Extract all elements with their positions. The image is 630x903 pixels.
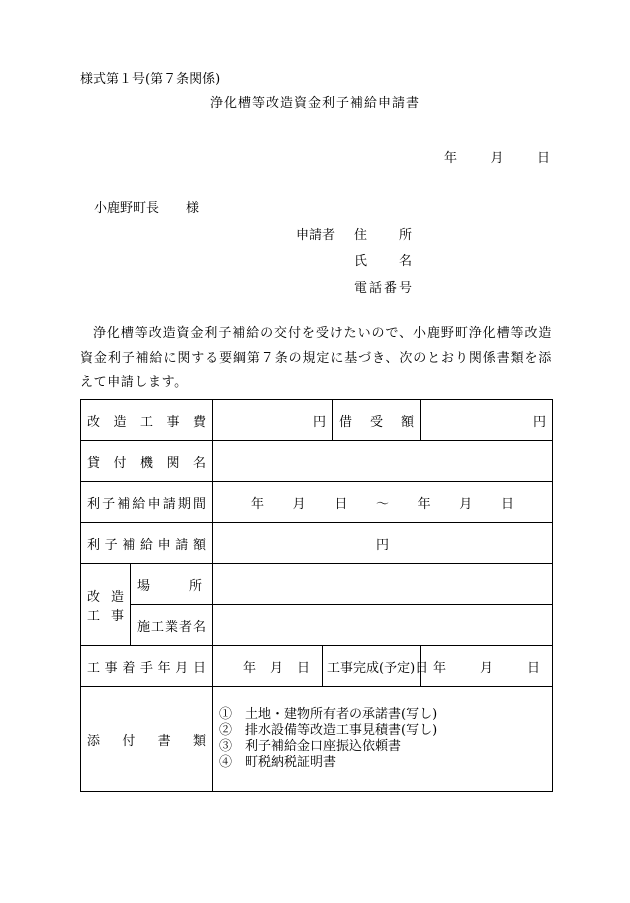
attachment-item: ② 排水設備等改造工事見積書(写し) <box>219 723 438 738</box>
row-dates <box>81 646 553 687</box>
lender-value[interactable] <box>213 441 553 482</box>
row-location <box>81 564 553 605</box>
addressee-name: 小鹿野町長 <box>94 201 160 216</box>
addressee-title: 様 <box>186 201 200 216</box>
application-statement: 浄化槽等改造資金利子補給の交付を受けたいので、小鹿野町浄化槽等改造資金利子補給に関する要綱第７条の規定に基づき、次のとおり関係書類を添えて申請します。 <box>80 326 552 390</box>
row-lender <box>81 441 553 482</box>
loan-amount-value[interactable]: 円 <box>421 400 553 441</box>
subsidy-period-value[interactable]: 年 月 日 ～ 年 月 日 <box>213 482 553 523</box>
address-label: 住 所 <box>354 228 412 243</box>
row-subsidy-period <box>81 482 553 523</box>
contractor-value[interactable] <box>213 605 553 646</box>
attachment-item: ① 土地・建物所有者の承諾書(写し) <box>219 707 438 722</box>
phone-label: 電 話 番 号 <box>354 281 412 296</box>
renovation-label: 改 造 工 事 <box>81 564 131 646</box>
row-attachments <box>81 687 553 792</box>
date-line <box>444 147 550 166</box>
attachments-label: 添 付 書 類 <box>81 687 213 792</box>
loan-amount-label: 借 受 額 <box>333 400 421 441</box>
date-month: 月 <box>490 151 504 166</box>
subsidy-amount-label: 利 子 補 給 申 請 額 <box>81 523 213 564</box>
lender-label: 貸 付 機 関 名 <box>81 441 213 482</box>
row-subsidy-amount <box>81 523 553 564</box>
location-value[interactable] <box>213 564 553 605</box>
document-title: 浄化槽等改造資金利子補給申請書 <box>209 96 420 111</box>
date-day: 日 <box>536 151 550 166</box>
application-form-table <box>80 399 552 792</box>
construction-cost-value[interactable]: 円 <box>213 400 333 441</box>
date-year: 年 <box>444 151 458 166</box>
completion-date-value[interactable]: 年 月 日 <box>421 646 553 687</box>
completion-date-label: 工事完成(予定)日 <box>323 646 421 687</box>
row-contractor <box>81 605 553 646</box>
construction-cost-label: 改 造 工 事 費 <box>81 400 213 441</box>
row-construction-cost <box>81 400 553 441</box>
form-number: 様式第１号(第７条関係) <box>80 72 221 87</box>
contractor-label: 施 工 業 者 名 <box>131 605 213 646</box>
start-date-value[interactable]: 年 月 日 <box>213 646 323 687</box>
subsidy-period-label: 利 子 補 給 申 請 期 間 <box>81 482 213 523</box>
applicant-label: 申請者 <box>296 228 336 243</box>
name-label: 氏 名 <box>354 254 412 269</box>
attachment-item: ③ 利子補給金口座振込依頼書 <box>219 739 402 754</box>
attachment-item: ④ 町税納税証明書 <box>219 755 337 770</box>
start-date-label: 工 事 着 手 年 月 日 <box>81 646 213 687</box>
attachments-list <box>213 687 553 792</box>
subsidy-amount-value[interactable]: 円 <box>213 523 553 564</box>
location-label: 場 所 <box>131 564 213 605</box>
